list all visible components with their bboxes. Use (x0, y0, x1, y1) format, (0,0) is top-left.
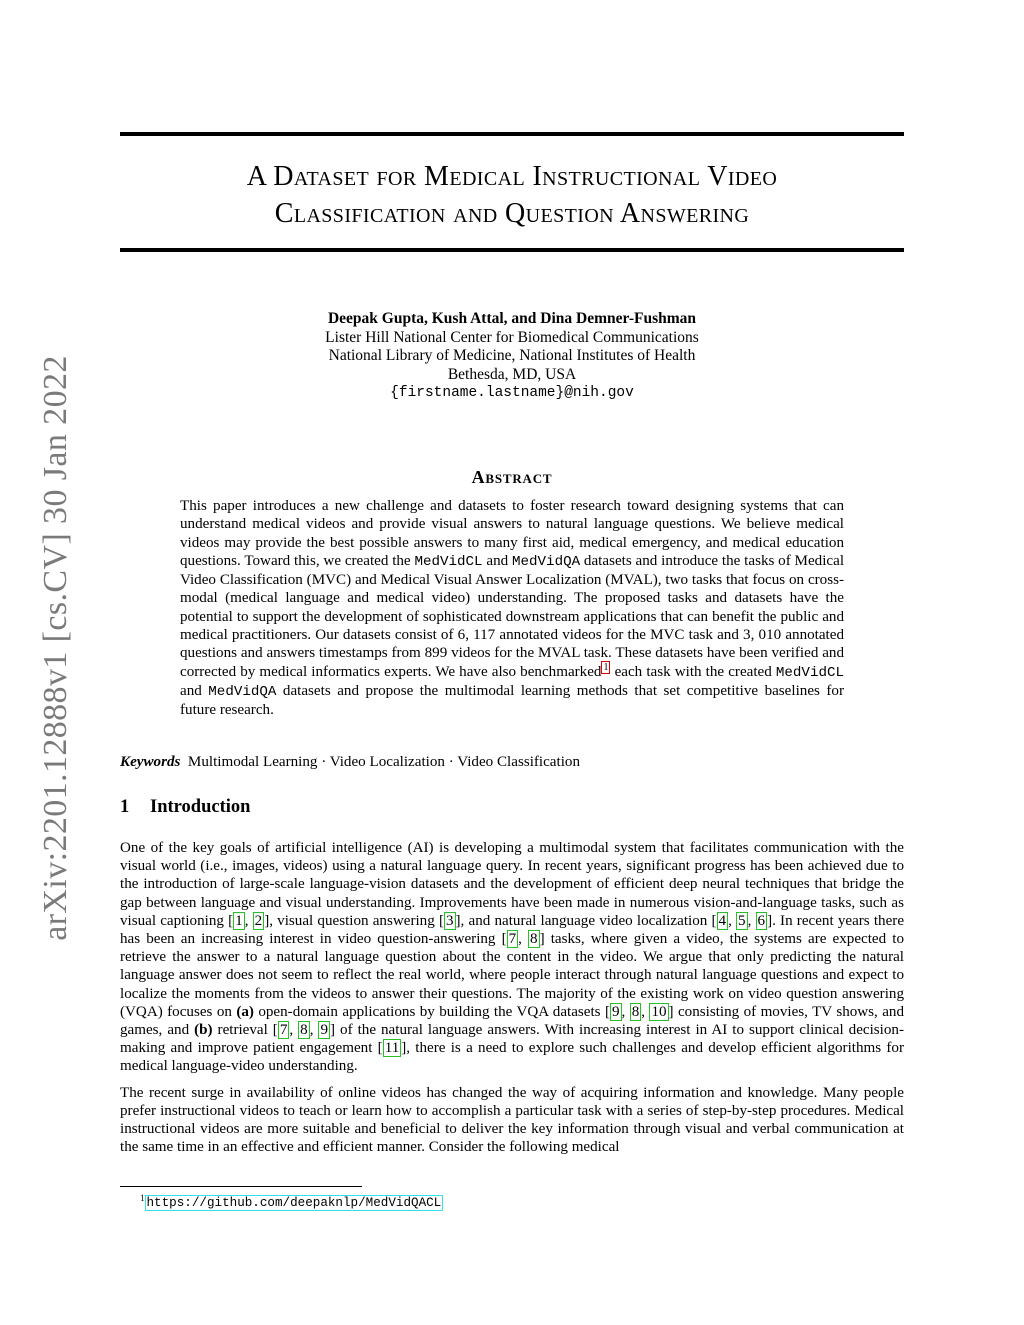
paragraph-text: ] consisting of movies, TV shows, and games, and (120, 1003, 905, 1039)
section-title: Introduction (150, 797, 251, 817)
paragraph-text: , (621, 1003, 630, 1020)
abstract-text: datasets and propose the multimodal learning methods that set competitive baselines for future research. (180, 682, 844, 719)
paragraph-text: , (518, 931, 529, 948)
paragraph-text: ], and natural language video localization [ (455, 912, 717, 929)
citation-link[interactable]: 11 (384, 1040, 400, 1057)
paper-title (120, 158, 904, 232)
paragraph (120, 839, 904, 1076)
abstract-text: and (180, 682, 209, 699)
abstract-text: each task with the created (610, 663, 776, 680)
affiliation-1: Lister Hill National Center for Biomedical Communications (325, 328, 699, 346)
abstract-heading: Abstract (471, 467, 553, 487)
section-number: 1 (120, 797, 130, 817)
title-line-1: A Dataset for Medical Instructional Video (246, 161, 778, 192)
paragraph-text: retrieval [ (212, 1022, 278, 1039)
paragraph-text: , (728, 912, 737, 929)
citation-link[interactable]: 1 (235, 912, 243, 929)
citation-link[interactable]: 8 (530, 931, 538, 948)
paragraph-text: , (309, 1022, 319, 1039)
section-heading (120, 797, 250, 818)
keywords-label: Keywords (120, 754, 181, 770)
citation-link[interactable]: 8 (300, 1022, 308, 1039)
citation-link[interactable]: 9 (320, 1022, 329, 1039)
citation-link[interactable]: 9 (611, 1003, 620, 1020)
citation-link[interactable]: 5 (738, 912, 746, 929)
list-marker: (b) (194, 1022, 213, 1039)
citation-link[interactable]: 10 (651, 1003, 667, 1020)
citation-link[interactable]: 3 (445, 912, 454, 929)
introduction-body (120, 839, 904, 1156)
affiliation-2: National Library of Medicine, National Institutes of Health (328, 347, 696, 364)
dataset-name-medvidqa: MedVidQA (512, 553, 581, 570)
dataset-name-medvidqa: MedVidQA (208, 683, 277, 700)
keywords-list: Multimodal Learning · Video Localization · Video Classification (187, 754, 580, 770)
paragraph-text: , (747, 912, 756, 929)
footnote-link[interactable]: 1 (603, 661, 609, 673)
paragraph-text: One of the key goals of artificial intelligence (AI) is developing a multimodal system that facilitates communication with the visual world (i.e., images, videos) using a natural language query. In recent years, significant progress has been achieved due to the introduction of large-scale language-vision datasets and the development of efficient deep neural techniques that bridge the gap between language and visual understanding. Improvements have been made in numerous vision-and-language tasks, such as visual captioning [ (120, 840, 904, 929)
paragraph-text: open-domain applications by building the VQA datasets [ (253, 1003, 610, 1020)
paragraph-text: ], visual question answering [ (264, 912, 444, 929)
keywords (120, 753, 904, 771)
author-names: Deepak Gupta, Kush Attal, and Dina Demner-Fushman (327, 310, 697, 327)
citation-link[interactable]: 4 (718, 912, 727, 929)
arxiv-identifier: arXiv:2201.12888v1 [cs.CV] 30 Jan 2022 (37, 355, 74, 941)
footnote-url-link[interactable]: https://github.com/deepaknlp/MedVidQACL (146, 1196, 442, 1211)
citation-link[interactable]: 6 (757, 912, 766, 929)
abstract-text: and (482, 552, 512, 569)
paragraph-text: , (289, 1022, 299, 1039)
citation-link[interactable]: 2 (254, 912, 263, 929)
title-bottom-rule (120, 248, 904, 252)
paragraph-text: ] of the natural language answers. With increasing interest in AI to support clinical decision-making and improve patient engagement [ (120, 1022, 904, 1057)
list-marker: (a) (236, 1003, 254, 1020)
author-email: {firstname.lastname}@nih.gov (390, 385, 634, 401)
paragraph: The recent surge in availability of online videos has changed the way of acquiring information and knowledge. Many people prefer instructional videos to teach or learn how to accomplish a particular task with a series of step-by-step procedures. Medical instructional videos are more suitable and beneficial to deliver the key information through visual and verbal communication at the same time in an effective and efficient manner. Consider the following medical (120, 1084, 904, 1156)
title-top-rule (120, 132, 904, 136)
abstract-text: datasets and introduce the tasks of Medical Video Classification (MVC) and Medical Visual Answer Localization (MVAL), two tasks that focus on cross-modal (medical language and medical video) understanding. The proposed tasks and datasets have the potential to support the development of sophisticated downstream applications that can benefit the public and medical practitioners. Our datasets consist of 6, 117 annotated videos for the MVC task and 3, 010 annotated questions and answers timestamps from 899 videos for the MVAL task. These datasets have been verified and corrected by medical informatics experts. We have also benchmarked (180, 552, 845, 680)
author-block (120, 310, 904, 403)
citation-link[interactable]: 7 (279, 1022, 288, 1039)
paragraph-text: ]. In recent years there has been an increasing interest in video question-answering [ (120, 912, 905, 948)
paragraph-text: ] tasks, where given a video, the systems are expected to retrieve the answer to a natural language question about the content in the video. We argue that only predicting the natural language answer does not seem to reflect the real world, where people interact through natural language questions and expect to localize the moments from the videos to answer their questions. The majority of the existing work on video question answering (VQA) focuses on (120, 931, 904, 1020)
paragraph-text: , (641, 1003, 650, 1020)
title-line-2: Classification and Question Answering (274, 198, 750, 229)
citation-link[interactable]: 7 (508, 931, 517, 948)
footnote-rule (120, 1186, 362, 1187)
footnote-number: 1 (140, 1193, 145, 1203)
citation-link[interactable]: 8 (631, 1003, 640, 1020)
author-location: Bethesda, MD, USA (447, 365, 577, 383)
abstract-body (180, 497, 844, 720)
footnote (140, 1190, 443, 1211)
dataset-name-medvidcl: MedVidCL (414, 553, 483, 570)
abstract-text: This paper introduces a new challenge and datasets to foster research toward designing systems that can understand medical videos and provide visual answers to natural language questions. We believe medical videos may provide the best possible answers to many first aid, medical emergency, and medical education questions. Toward this, we created the (180, 498, 844, 569)
dataset-name-medvidcl: MedVidCL (775, 664, 845, 681)
paragraph-text: , (244, 912, 253, 929)
paragraph-text: ], there is a need to explore such challenges and develop efficient algorithms for medical language-video understanding. (120, 1040, 904, 1075)
